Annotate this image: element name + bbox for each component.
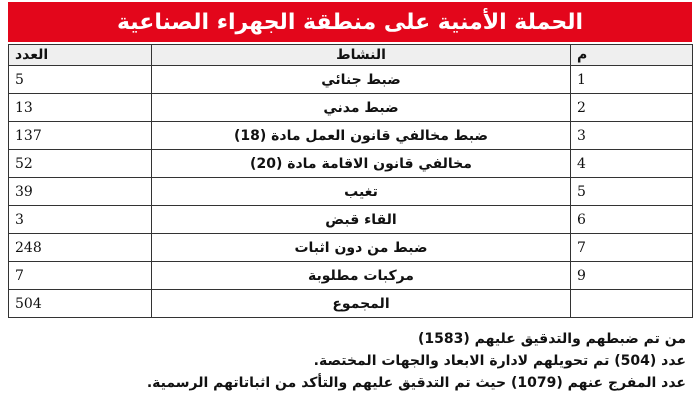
row-index: 1 bbox=[571, 66, 693, 94]
total-row bbox=[9, 290, 693, 318]
table-row bbox=[9, 206, 693, 234]
header-index: م bbox=[571, 45, 693, 66]
row-index: 4 bbox=[571, 150, 693, 178]
campaign-results-table bbox=[8, 44, 693, 318]
row-count: 248 bbox=[9, 234, 152, 262]
table-header-row bbox=[9, 45, 693, 66]
page-title-banner bbox=[8, 2, 692, 42]
row-activity: القاء قبض bbox=[152, 206, 571, 234]
total-count: 504 bbox=[9, 290, 152, 318]
table-row bbox=[9, 66, 693, 94]
page-title: الحملة الأمنية على منطقة الجهراء الصناعية bbox=[116, 9, 584, 35]
row-index: 6 bbox=[571, 206, 693, 234]
header-count: العدد bbox=[9, 45, 152, 66]
header-activity: النشاط bbox=[152, 45, 571, 66]
row-index: 3 bbox=[571, 122, 693, 150]
table-row bbox=[9, 178, 693, 206]
row-count: 52 bbox=[9, 150, 152, 178]
row-count: 7 bbox=[9, 262, 152, 290]
note-line: من تم ضبطهم والتدقيق عليهم (1583) bbox=[417, 331, 686, 347]
row-activity: ضبط جنائي bbox=[152, 66, 571, 94]
row-count: 39 bbox=[9, 178, 152, 206]
row-activity: ضبط مخالفي قانون العمل مادة (18) bbox=[152, 122, 571, 150]
row-count: 137 bbox=[9, 122, 152, 150]
row-count: 5 bbox=[9, 66, 152, 94]
row-index: 7 bbox=[571, 234, 693, 262]
row-index: 5 bbox=[571, 178, 693, 206]
total-label: المجموع bbox=[152, 290, 571, 318]
row-count: 13 bbox=[9, 94, 152, 122]
table-row bbox=[9, 262, 693, 290]
table-row bbox=[9, 150, 693, 178]
table-row bbox=[9, 122, 693, 150]
row-activity: ضبط من دون اثبات bbox=[152, 234, 571, 262]
row-activity: مخالفي قانون الاقامة مادة (20) bbox=[152, 150, 571, 178]
total-index-blank bbox=[571, 290, 693, 318]
note-line: عدد (504) تم تحويلهم لادارة الابعاد والجهات المختصة. bbox=[313, 353, 686, 369]
table-row bbox=[9, 94, 693, 122]
row-index: 2 bbox=[571, 94, 693, 122]
notes bbox=[6, 328, 686, 394]
row-activity: تغيب bbox=[152, 178, 571, 206]
table-row bbox=[9, 234, 693, 262]
note-line: عدد المفرج عنهم (1079) حيث تم التدقيق عليهم والتأكد من اثباتاتهم الرسمية. bbox=[146, 375, 686, 391]
row-count: 3 bbox=[9, 206, 152, 234]
row-activity: مركبات مطلوبة bbox=[152, 262, 571, 290]
row-index: 9 bbox=[571, 262, 693, 290]
row-activity: ضبط مدني bbox=[152, 94, 571, 122]
